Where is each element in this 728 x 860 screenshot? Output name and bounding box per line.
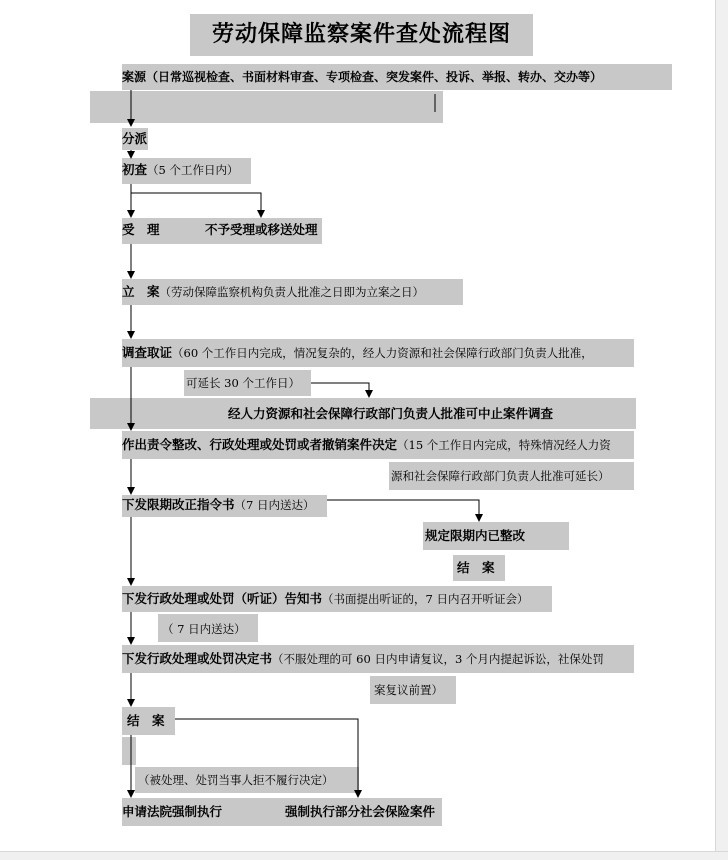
decision-note: （15 个工作日内完成，特殊情况经人力资 [397,438,611,452]
decision-note-2: 源和社会保障行政部门负责人批准可延长） [391,469,610,483]
suspend-text: 经人力资源和社会保障行政部门负责人批准可中止案件调查 [228,406,554,421]
court-text: 申请法院强制执行 [122,804,223,819]
final-note: （不服处理的可 60 日内申请复议，3 个月内提起诉讼，社保处罚 [272,652,604,666]
arrow-extend-suspend [311,383,369,397]
rectified-text: 规定限期内已整改 [425,528,526,543]
notice-label: 下发行政处理或处罚（听证）告知书 [122,591,323,606]
assign-text: 分派 [122,131,148,146]
close1-text: 结 案 [457,560,495,575]
notice-note: （书面提出听证的，7 日内召开听证会） [322,592,529,606]
initial-note: （5 个工作日内） [147,163,239,177]
source-text: 案源（日常巡视检查、书面材料审查、专项检查、突发案件、投诉、举报、转办、交办等） [122,70,603,84]
arrow-close-enforce [175,719,358,797]
initial-label: 初查 [122,162,148,177]
notice-note-2: （ 7 日内送达） [162,622,246,636]
decision-label: 作出责令整改、行政处理或处罚或者撤销案件决定 [122,437,398,452]
investigate-note-2: 可延长 30 个工作日） [186,376,300,390]
close2-text: 结 案 [127,713,165,728]
reject-text: 不予受理或移送处理 [205,222,318,237]
final-label: 下发行政处理或处罚决定书 [122,651,273,666]
arrow-order-rectified [327,500,479,521]
enforce-text: 强制执行部分社会保险案件 [285,804,436,819]
filing-label: 立 案 [122,284,160,299]
filing-note: （劳动保障监察机构负责人批准之日即为立案之日） [159,285,425,299]
order-note: （7 日内送达） [234,498,315,512]
page-title: 劳动保障监察案件查处流程图 [190,14,533,56]
order-label: 下发限期改正指令书 [122,497,235,512]
arrow-initial-reject [131,193,261,217]
investigate-note: （60 个工作日内完成，情况复杂的，经人力资源和社会保障行政部门负责人批准， [172,346,593,360]
accept-text: 受 理 [122,222,160,237]
refuse-text: （被处理、处罚当事人拒不履行决定） [138,773,334,787]
investigate-label: 调查取证 [122,345,173,360]
final-note-2: 案复议前置） [374,683,443,697]
